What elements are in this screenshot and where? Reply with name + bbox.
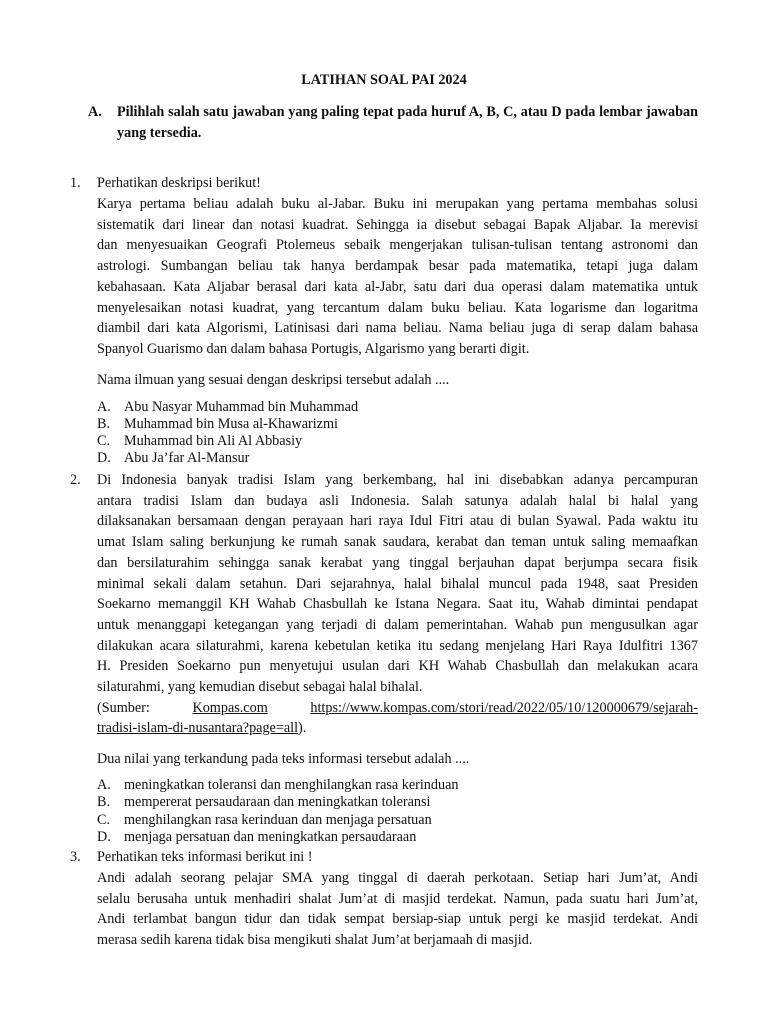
question-1 <box>70 173 698 467</box>
question-passage <box>97 868 698 951</box>
passage-line: Soekarno memanggil KH Wahab Chasbullah ke Istana Negara. Saat itu, Wahab dimintai pendapat <box>97 596 698 613</box>
passage-line: merasa sedih karena tidak bisa mengikuti shalat Jum’at berjamaah di masjid. <box>97 932 533 949</box>
question-number: 2. <box>70 472 81 488</box>
passage-line: dan bersilaturahim sehingga sanak kerabat yang tinggal berjauhan dapat berjumpa secara fisik <box>97 554 698 571</box>
passage-line: dilakukan acara silaturahmi, karena kebetulan ketika itu sedang menjelang Hari Raya Idulfitri 1367 <box>97 637 698 654</box>
option-text: menghilangkan rasa kerinduan dan menjaga persatuan <box>124 811 432 828</box>
option-b[interactable] <box>97 416 698 433</box>
instruction-text: Pilihlah salah satu jawaban yang paling tepat pada huruf A, B, C, atau D pada lembar jawaban yang tersedia. <box>117 104 698 141</box>
passage-line: minimal sekali dalam setahun. Dari sejarahnya, halal bihalal muncul pada 1948, saat Presiden <box>97 575 698 592</box>
option-d[interactable] <box>97 829 698 846</box>
option-letter: D. <box>97 450 111 467</box>
question-passage <box>97 194 698 360</box>
question-2 <box>70 470 698 846</box>
option-a[interactable] <box>97 777 698 794</box>
option-letter: C. <box>97 811 111 828</box>
option-b[interactable] <box>97 794 698 811</box>
option-text: Muhammad bin Musa al-Khawarizmi <box>124 415 338 432</box>
option-d[interactable] <box>97 450 698 467</box>
question-3 <box>70 847 698 951</box>
section-instruction <box>88 102 698 144</box>
option-c[interactable] <box>97 433 698 450</box>
passage-line: menyelesaikan notasi kuadrat, yang tercantum dalam buku beliau. Kata logarisme dan logaritma <box>97 299 698 316</box>
passage-line: astrologi. Sumbangan beliau tak hanya berdampak besar pada matematika, tetapi juga dalam <box>97 258 698 275</box>
passage-line: sistematik dari linear dan notasi kuadrat. Sehingga ia disebut sebagai Bapak Aljabar. Ia merevisi <box>97 216 698 233</box>
option-letter: B. <box>97 794 111 811</box>
passage-line: diambil dari kata Algorismi, Latinisasi dari nama beliau. Nama beliau juga di serap dalam bahasa <box>97 320 698 337</box>
question-number: 3. <box>70 849 81 865</box>
option-text: Muhammad bin Ali Al Abbasiy <box>124 433 303 450</box>
passage-line: H. Presiden Soekarno pun menyetujui usulan dari KH Wahab Chasbullah dan melakukan acara <box>97 658 698 675</box>
passage-line: Andi adalah seorang pelajar SMA yang tinggal di daerah perkotaan. Setiap hari Jum’at, Andi <box>97 870 698 886</box>
document-title: LATIHAN SOAL PAI 2024 <box>301 72 467 88</box>
option-text: mempererat persaudaraan dan meningkatkan toleransi <box>124 794 431 811</box>
passage-line: antara tradisi Islam dan budaya asli Indonesia. Salah satunya adalah halal bi halal yang <box>97 492 698 509</box>
option-text: Abu Nasyar Muhammad bin Muhammad <box>124 398 359 415</box>
question-stem: Perhatikan deskripsi berikut! <box>97 175 261 191</box>
passage-line: dan menyesuaikan Geografi Ptolemeus sebaik mengerjakan tulisan-tulisan tentang astronomi dan <box>97 237 698 254</box>
option-text: meningkatkan toleransi dan menghilangkan rasa kerinduan <box>124 777 459 794</box>
question-prompt: Nama ilmuan yang sesuai dengan deskripsi tersebut adalah .... <box>97 371 450 388</box>
question-number: 1. <box>70 175 81 191</box>
section-letter: A. <box>88 104 102 120</box>
answer-options <box>97 777 698 846</box>
passage-line: Di Indonesia banyak tradisi Islam yang berkembang, hal ini disebabkan adanya percampuran <box>97 472 698 488</box>
source-suffix: ). <box>298 720 307 737</box>
passage-line: Spanyol Guarismo dan dalam bahasa Portugis, Algarismo yang berarti digit. <box>97 340 530 357</box>
source-url-link[interactable]: tradisi-islam-di-nusantara?page=all <box>97 720 299 737</box>
option-letter: D. <box>97 828 111 845</box>
passage-line: silaturahmi, yang kemudian disebut sebagai halal bihalal. <box>97 679 423 696</box>
source-site-link[interactable]: Kompas.com <box>192 699 268 716</box>
source-url-link[interactable]: https://www.kompas.com/stori/read/2022/05/10/120000679/sejarah- <box>310 699 698 716</box>
option-a[interactable] <box>97 399 698 416</box>
source-prefix: (Sumber: <box>97 699 150 716</box>
question-passage <box>97 470 698 739</box>
answer-options <box>97 399 698 468</box>
passage-line: kebahasaan. Kata Aljabar berasal dari kata al-Jabr, satu dari dua operasi dalam matematika untuk <box>97 278 698 295</box>
passage-line: selalu berusaha untuk menhadiri shalat Jum’at di masjid terdekat. Namun, pada suatu hari Jum’at, <box>97 890 698 907</box>
passage-line: untuk menanggapi ketegangan yang terjadi di dalam pemerintahan. Wahab pun mengusulkan agar <box>97 616 698 633</box>
passage-line: Karya pertama beliau adalah buku al-Jabar. Buku ini merupakan yang pertama membahas solusi <box>97 196 698 212</box>
option-c[interactable] <box>97 812 698 829</box>
option-text: menjaga persatuan dan meningkatkan persaudaraan <box>124 828 417 845</box>
source-line <box>97 718 698 739</box>
passage-line: umat Islam saling berkunjung ke rumah sanak saudara, kerabat dan teman untuk saling memaafkan <box>97 534 698 551</box>
question-stem: Perhatikan teks informasi berikut ini ! <box>97 849 313 865</box>
option-letter: A. <box>97 777 111 794</box>
option-letter: C. <box>97 433 111 450</box>
source-line <box>97 698 698 719</box>
option-text: Abu Ja’far Al-Mansur <box>124 450 250 467</box>
option-letter: A. <box>97 398 111 415</box>
question-prompt: Dua nilai yang terkandung pada teks informasi tersebut adalah .... <box>97 751 470 768</box>
passage-line: Andi terlambat bangun tidur dan tidak sempat bersiap-siap untuk pergi ke masjid terdekat. Andi <box>97 911 698 928</box>
passage-line: dilaksanakan bersamaan dengan perayaan hari raya Idul Fitri atau di bulan Syawal. Pada waktu itu <box>97 513 698 530</box>
option-letter: B. <box>97 415 111 432</box>
